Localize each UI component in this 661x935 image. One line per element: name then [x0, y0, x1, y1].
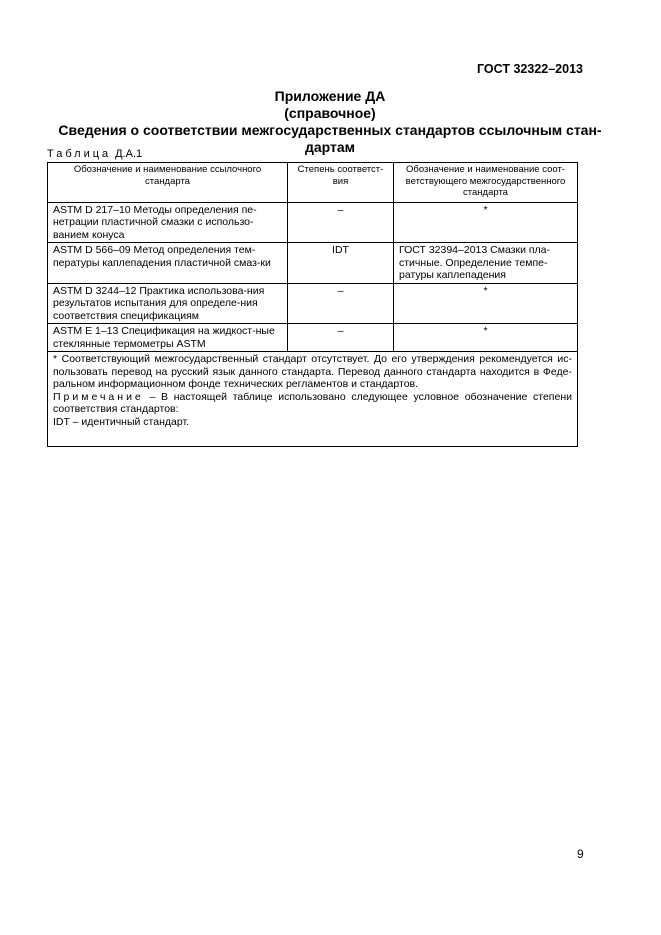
- cell-national-standard: *: [394, 202, 578, 243]
- table-row: [48, 202, 578, 243]
- table-row: [48, 324, 578, 352]
- cell-degree: –: [288, 202, 394, 243]
- cell-degree: –: [288, 324, 394, 352]
- appendix-title-block: [40, 88, 620, 156]
- table-row: [48, 283, 578, 324]
- note-text: – В настоящей таблице использовано следующее условное обозначение степени соответствия стандартов:: [53, 390, 572, 415]
- note-paragraph: [53, 391, 572, 416]
- appendix-heading: Приложение ДА: [274, 88, 386, 104]
- cell-reference-standard: ASTM D 217–10 Методы определения пе-нетрации пластичной смазки с использо-ванием конуса: [48, 202, 288, 243]
- header-degree: Степень соответст-вия: [288, 163, 394, 203]
- table-caption-number: Д.А.1: [115, 148, 143, 160]
- page-number: 9: [577, 847, 584, 861]
- cell-degree: –: [288, 283, 394, 324]
- table-header-row: [48, 163, 578, 203]
- cell-reference-standard: ASTM E 1–13 Спецификация на жидкост-ные стеклянные термометры ASTM: [48, 324, 288, 352]
- note-label: Примечание: [53, 390, 144, 403]
- table-caption: [47, 148, 142, 160]
- appendix-type: (справочное): [284, 105, 376, 121]
- header-national-standard: Обозначение и наименование соот-ветствующего межгосударственного стандарта: [394, 163, 578, 203]
- header-reference-standard: Обозначение и наименование ссылочного стандарта: [48, 163, 288, 203]
- correspondence-table: [47, 162, 578, 447]
- cell-national-standard: ГОСТ 32394–2013 Смазки пла-стичные. Определение темпе-ратуры каплепадения: [394, 243, 578, 284]
- cell-degree: IDT: [288, 243, 394, 284]
- table-notes-row: [48, 352, 578, 447]
- appendix-title-line-2: дартам: [304, 139, 356, 155]
- table-row: [48, 243, 578, 284]
- appendix-title-line-1: Сведения о соответствии межгосударственных стандартов ссылочным стан-: [58, 122, 602, 138]
- footnote-text: * Соответствующий межгосударственный стандарт отсутствует. До его утверждения рекомендуется ис-пользовать перевод на русский язык данного стандарта. Перевод данного стандарта находится в Феде-ральном информационном фонде технических регламентов и стандартов.: [53, 353, 572, 390]
- cell-national-standard: *: [394, 283, 578, 324]
- cell-national-standard: *: [394, 324, 578, 352]
- cell-reference-standard: ASTM D 566–09 Метод определения тем-пературы каплепадения пластичной смаз-ки: [48, 243, 288, 284]
- table-caption-word: Таблица: [47, 148, 112, 160]
- table-notes-cell: [48, 352, 578, 447]
- cell-reference-standard: ASTM D 3244–12 Практика использова-ния результатов испытания для определе-ния соответствия спецификациям: [48, 283, 288, 324]
- note-idt-definition: IDT – идентичный стандарт.: [53, 415, 190, 428]
- standard-code: ГОСТ 32322–2013: [477, 62, 583, 76]
